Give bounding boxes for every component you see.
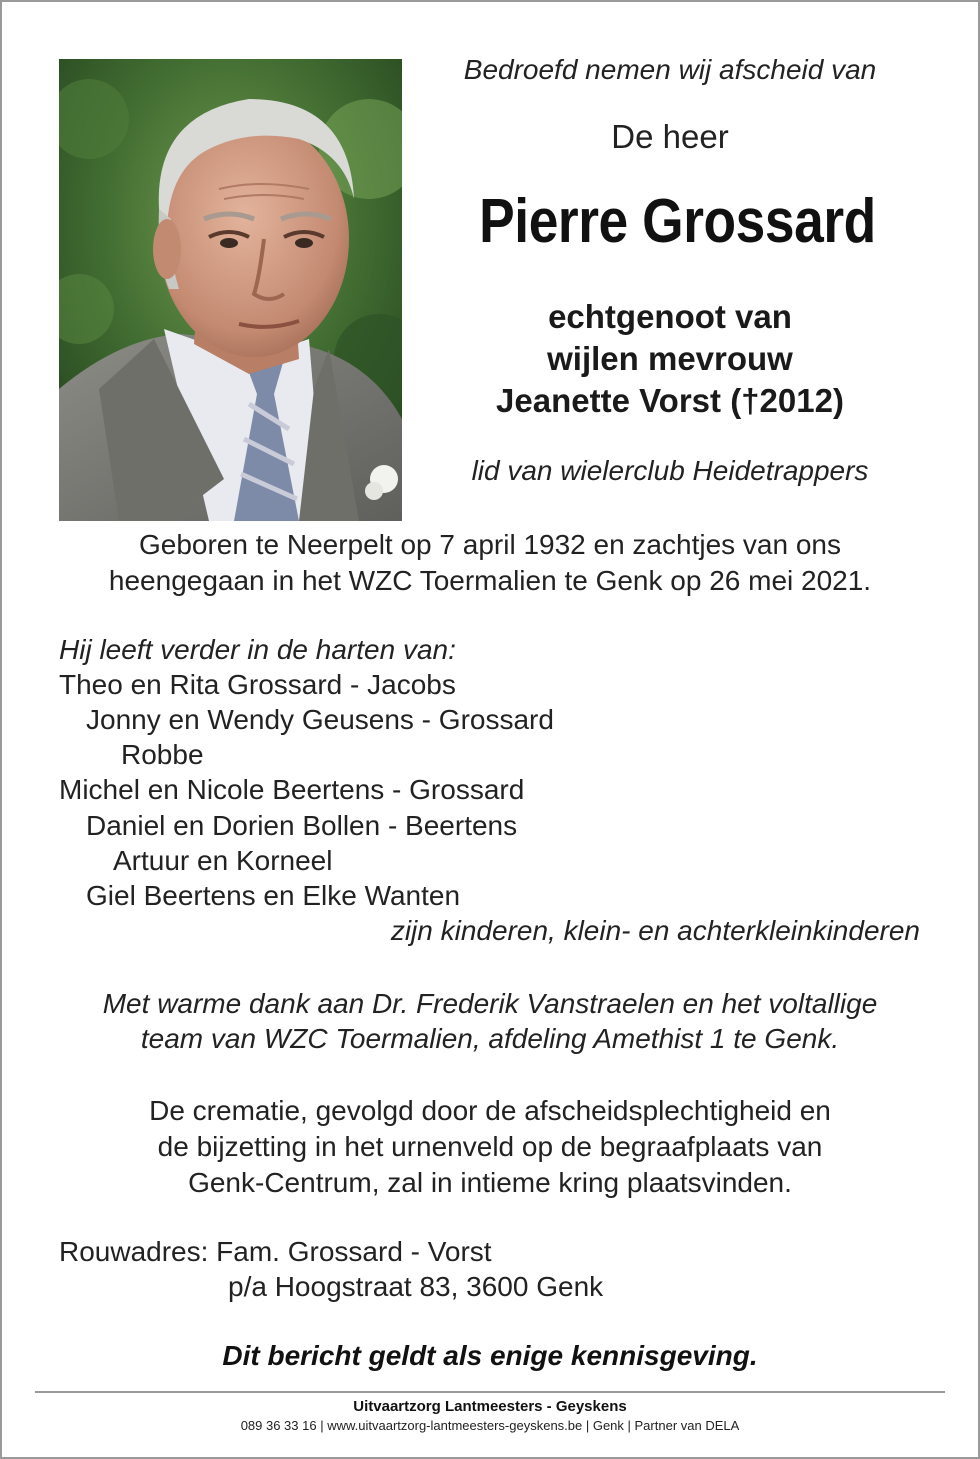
cremation-line: Genk-Centrum, zal in intieme kring plaatsvinden. — [188, 1167, 792, 1198]
footer-divider — [35, 1391, 945, 1393]
spouse-name: Jeanette Vorst (†2012) — [496, 382, 844, 419]
thanks-text — [40, 986, 940, 1056]
funeral-home-name: Uitvaartzorg Lantmeesters - Geyskens — [353, 1398, 627, 1415]
death-line: heengegaan in het WZC Toermalien te Genk op 26 mei 2021. — [108, 565, 872, 596]
cremation-line: de bijzetting in het urnenveld op de begraafplaats van — [157, 1131, 823, 1162]
spouse-line: wijlen mevrouw — [547, 340, 793, 377]
funeral-home-contact: 089 36 33 16 | www.uitvaartzorg-lantmeesters-geyskens.be | Genk | Partner van DELA — [240, 1418, 740, 1433]
birth-line: Geboren te Neerpelt op 7 april 1932 en zachtjes van ons — [138, 529, 841, 560]
family-closing: zijn kinderen, klein- en achterkleinkinderen — [390, 915, 920, 946]
cremation-line: De crematie, gevolgd door de afscheidsplechtigheid en — [149, 1095, 831, 1126]
salutation: De heer — [611, 118, 729, 155]
family-member: Theo en Rita Grossard - Jacobs — [59, 669, 456, 700]
family-member: Daniel en Dorien Bollen - Beertens — [86, 810, 518, 841]
thanks-line: team van WZC Toermalien, afdeling Amethist 1 te Genk. — [140, 1023, 840, 1054]
intro-text: Bedroefd nemen wij afscheid van — [463, 54, 877, 85]
thanks-line: Met warme dank aan Dr. Frederik Vanstraelen en het voltallige — [102, 988, 878, 1019]
spouse-info — [420, 296, 920, 422]
family-intro: Hij leeft verder in de harten van: — [59, 634, 456, 665]
mourning-address: p/a Hoogstraat 83, 3600 Genk — [228, 1271, 604, 1302]
deceased-name: Pierre Grossard — [479, 187, 876, 256]
spouse-line: echtgenoot van — [548, 298, 792, 335]
cremation-info — [40, 1093, 940, 1201]
notice-text: Dit bericht geldt als enige kennisgeving. — [222, 1340, 758, 1371]
family-member: Giel Beertens en Elke Wanten — [86, 880, 461, 911]
family-member: Jonny en Wendy Geusens - Grossard — [86, 704, 554, 735]
family-member: Robbe — [121, 739, 204, 770]
family-member: Artuur en Korneel — [113, 845, 333, 876]
portrait-photo — [59, 59, 402, 521]
birth-death-info — [40, 527, 940, 599]
club-membership: lid van wielerclub Heidetrappers — [471, 455, 869, 486]
mourning-address-label: Rouwadres: Fam. Grossard - Vorst — [59, 1236, 492, 1267]
family-member: Michel en Nicole Beertens - Grossard — [59, 774, 525, 805]
